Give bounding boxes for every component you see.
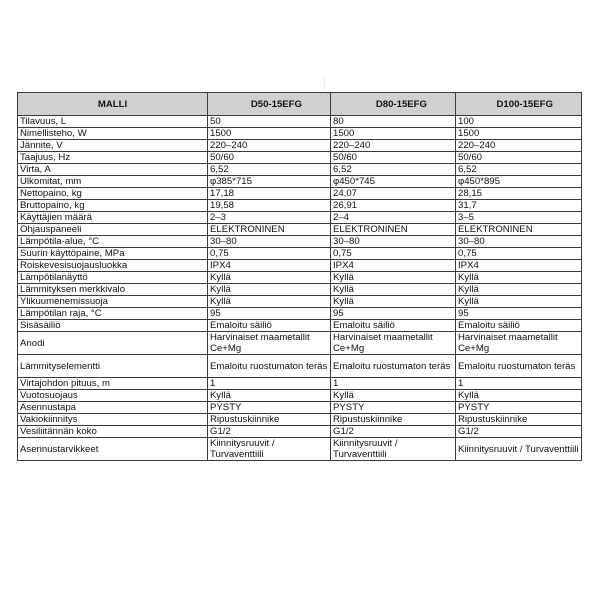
table-cell: 3–5 bbox=[456, 212, 582, 224]
table-cell: ELEKTRONINEN bbox=[456, 224, 582, 236]
table-cell: Kyllä bbox=[331, 390, 456, 402]
table-cell: 50 bbox=[208, 116, 331, 128]
table-row bbox=[18, 414, 582, 426]
table-cell: 1 bbox=[331, 378, 456, 390]
table-row bbox=[18, 200, 582, 212]
table-row bbox=[18, 176, 582, 188]
table-cell: PYSTY bbox=[208, 402, 331, 414]
table-cell: G1/2 bbox=[208, 426, 331, 438]
table-cell: IPX4 bbox=[208, 260, 331, 272]
table-cell: IPX4 bbox=[456, 260, 582, 272]
table-row bbox=[18, 164, 582, 176]
table-cell: PYSTY bbox=[456, 402, 582, 414]
table-cell: 95 bbox=[456, 308, 582, 320]
table-cell: 50/60 bbox=[456, 152, 582, 164]
table-cell: G1/2 bbox=[331, 426, 456, 438]
row-label: Virtajohdon pituus, m bbox=[18, 378, 208, 390]
row-label: Nettopaino, kg bbox=[18, 188, 208, 200]
table-cell: 6,52 bbox=[208, 164, 331, 176]
row-label: Vesiliitännän koko bbox=[18, 426, 208, 438]
table-cell: Emaloitu ruostumaton teräs bbox=[208, 355, 331, 378]
row-label: Käyttäjien määrä bbox=[18, 212, 208, 224]
table-cell: 30–80 bbox=[208, 236, 331, 248]
table-cell: 2–3 bbox=[208, 212, 331, 224]
row-label: Lämpötilanäyttö bbox=[18, 272, 208, 284]
table-row bbox=[18, 236, 582, 248]
table-cell: 50/60 bbox=[208, 152, 331, 164]
table-cell: Kiinnitysruuvit / Turvaventtiili bbox=[456, 438, 582, 461]
table-row bbox=[18, 296, 582, 308]
table-cell: Kyllä bbox=[208, 272, 331, 284]
table-cell: φ450*895 bbox=[456, 176, 582, 188]
table-cell: Ripustuskiinnike bbox=[331, 414, 456, 426]
table-cell: Emaloitu ruostumaton teräs bbox=[456, 355, 582, 378]
table-row bbox=[18, 426, 582, 438]
table-cell: ELEKTRONINEN bbox=[208, 224, 331, 236]
table-cell: 100 bbox=[456, 116, 582, 128]
model-header-d50: D50-15EFG bbox=[208, 93, 331, 116]
table-cell: 0,75 bbox=[208, 248, 331, 260]
table-cell: 24,07 bbox=[331, 188, 456, 200]
table-cell: Harvinaiset maametallit Ce+Mg bbox=[331, 332, 456, 355]
table-cell: 30–80 bbox=[456, 236, 582, 248]
row-label: Vakiokiinnitys bbox=[18, 414, 208, 426]
table-header bbox=[18, 93, 582, 116]
row-label: Ylikuumenemissuoja bbox=[18, 296, 208, 308]
table-cell: 220–240 bbox=[208, 140, 331, 152]
table-cell: Emaloitu ruostumaton teräs bbox=[331, 355, 456, 378]
table-cell: Emaloitu säiliö bbox=[331, 320, 456, 332]
row-label: Ohjauspaneeli bbox=[18, 224, 208, 236]
table-cell: 0,75 bbox=[331, 248, 456, 260]
table-row bbox=[18, 188, 582, 200]
table-row bbox=[18, 152, 582, 164]
table-cell: 1500 bbox=[208, 128, 331, 140]
table-cell: 6,52 bbox=[456, 164, 582, 176]
table-row bbox=[18, 272, 582, 284]
table-cell: 31,7 bbox=[456, 200, 582, 212]
table-cell: Kyllä bbox=[208, 284, 331, 296]
row-label: Nimellisteho, W bbox=[18, 128, 208, 140]
table-row bbox=[18, 438, 582, 461]
row-label: Lämmityksen merkkivalo bbox=[18, 284, 208, 296]
row-label: Roiskevesisuojausluokka bbox=[18, 260, 208, 272]
row-label: Taajuus, Hz bbox=[18, 152, 208, 164]
table-cell: 1500 bbox=[456, 128, 582, 140]
table-row bbox=[18, 260, 582, 272]
table-row bbox=[18, 402, 582, 414]
table-cell: 1500 bbox=[331, 128, 456, 140]
table-cell: 95 bbox=[208, 308, 331, 320]
row-label: Virta, A bbox=[18, 164, 208, 176]
table-row bbox=[18, 355, 582, 378]
table-cell: 6,52 bbox=[331, 164, 456, 176]
table-cell: 220–240 bbox=[456, 140, 582, 152]
table-cell: φ385*715 bbox=[208, 176, 331, 188]
table-row bbox=[18, 390, 582, 402]
table-row bbox=[18, 320, 582, 332]
table-body bbox=[18, 116, 582, 461]
table-row bbox=[18, 128, 582, 140]
table-cell: Kyllä bbox=[456, 284, 582, 296]
table-cell: 17,18 bbox=[208, 188, 331, 200]
table-cell: Kyllä bbox=[456, 390, 582, 402]
table-cell: 50/60 bbox=[331, 152, 456, 164]
column-gap-mark bbox=[324, 76, 331, 92]
table-cell: IPX4 bbox=[331, 260, 456, 272]
table-row bbox=[18, 116, 582, 128]
table-cell: Kyllä bbox=[208, 296, 331, 308]
table-cell: PYSTY bbox=[331, 402, 456, 414]
header-row bbox=[18, 93, 582, 116]
table-row bbox=[18, 332, 582, 355]
table-cell: ELEKTRONINEN bbox=[331, 224, 456, 236]
table-cell: 28,15 bbox=[456, 188, 582, 200]
spec-table bbox=[17, 92, 582, 461]
row-label: Anodi bbox=[18, 332, 208, 355]
table-cell: Kyllä bbox=[331, 284, 456, 296]
table-cell: Kyllä bbox=[331, 296, 456, 308]
table-row bbox=[18, 224, 582, 236]
table-row bbox=[18, 378, 582, 390]
row-label: Lämmityselementti bbox=[18, 355, 208, 378]
table-cell: Kyllä bbox=[456, 272, 582, 284]
row-label: Bruttopaino, kg bbox=[18, 200, 208, 212]
table-cell: 0,75 bbox=[456, 248, 582, 260]
table-cell: Harvinaiset maametallit Ce+Mg bbox=[456, 332, 582, 355]
row-label: Asennustapa bbox=[18, 402, 208, 414]
row-label: Sisäsäiliö bbox=[18, 320, 208, 332]
table-row bbox=[18, 284, 582, 296]
table-cell: 80 bbox=[331, 116, 456, 128]
row-label: Suurin käyttöpaine, MPa bbox=[18, 248, 208, 260]
table-cell: Kyllä bbox=[331, 272, 456, 284]
table-row bbox=[18, 308, 582, 320]
spec-sheet bbox=[17, 92, 581, 461]
table-cell: Kiinnitysruuvit / Turvaventtiili bbox=[331, 438, 456, 461]
table-cell: Ripustuskiinnike bbox=[456, 414, 582, 426]
table-cell: φ450*745 bbox=[331, 176, 456, 188]
table-cell: Emaloitu säiliö bbox=[208, 320, 331, 332]
row-label: Tilavuus, L bbox=[18, 116, 208, 128]
table-cell: 2–4 bbox=[331, 212, 456, 224]
row-label: Vuotosuojaus bbox=[18, 390, 208, 402]
row-label: Lämpötilan raja, °C bbox=[18, 308, 208, 320]
table-cell: Ripustuskiinnike bbox=[208, 414, 331, 426]
table-row bbox=[18, 140, 582, 152]
model-header-label: MALLI bbox=[18, 93, 208, 116]
table-cell: 95 bbox=[331, 308, 456, 320]
table-cell: 220–240 bbox=[331, 140, 456, 152]
model-header-d100: D100-15EFG bbox=[456, 93, 582, 116]
table-cell: 30–80 bbox=[331, 236, 456, 248]
table-cell: Kyllä bbox=[456, 296, 582, 308]
table-cell: 26,91 bbox=[331, 200, 456, 212]
table-row bbox=[18, 212, 582, 224]
table-cell: 1 bbox=[208, 378, 331, 390]
table-cell: 1 bbox=[456, 378, 582, 390]
table-row bbox=[18, 248, 582, 260]
table-cell: Kiinnitysruuvit / Turvaventtiili bbox=[208, 438, 331, 461]
row-label: Jännite, V bbox=[18, 140, 208, 152]
table-cell: Kyllä bbox=[208, 390, 331, 402]
table-cell: 19,58 bbox=[208, 200, 331, 212]
row-label: Lämpötila-alue, °C bbox=[18, 236, 208, 248]
model-header-d80: D80-15EFG bbox=[331, 93, 456, 116]
row-label: Ulkomitat, mm bbox=[18, 176, 208, 188]
table-cell: G1/2 bbox=[456, 426, 582, 438]
table-cell: Emaloitu säiliö bbox=[456, 320, 582, 332]
table-cell: Harvinaiset maametallit Ce+Mg bbox=[208, 332, 331, 355]
row-label: Asennustarvikkeet bbox=[18, 438, 208, 461]
